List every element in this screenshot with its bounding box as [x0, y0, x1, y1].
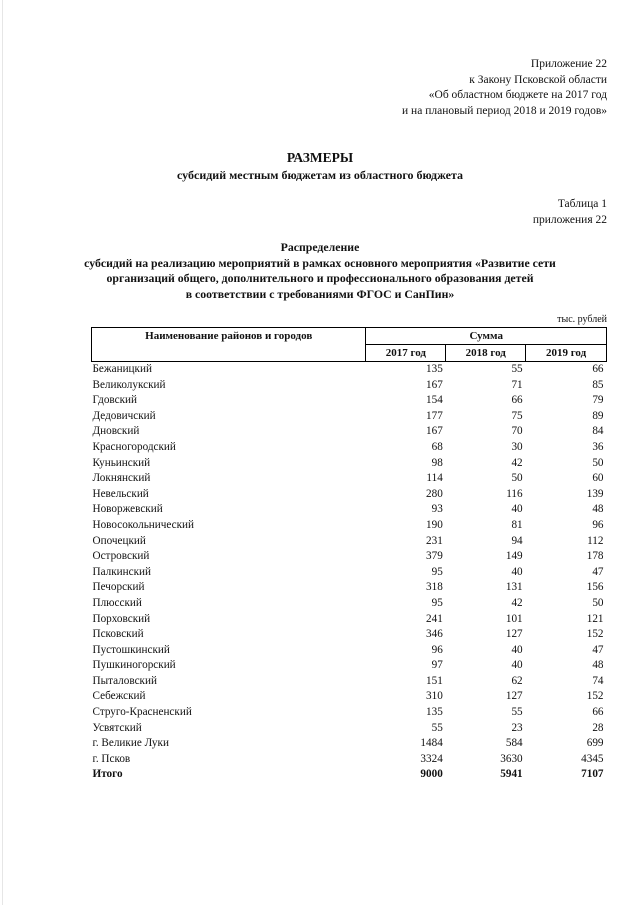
cell-name: Плюсский [92, 596, 142, 609]
cell-2019: 47 [592, 643, 604, 656]
cell-2017: 379 [426, 550, 443, 563]
table-appendix: приложения 22 [532, 213, 607, 226]
table-row [92, 378, 607, 394]
table-row [92, 487, 607, 503]
table-row [92, 736, 607, 752]
distribution-line: организаций общего, дополнительного и профессионального образования детей [106, 271, 534, 285]
distribution-line: в соответствии с требованиями ФГОС и СанПин» [185, 286, 455, 301]
subsidies-table [91, 327, 607, 783]
page-edge [2, 0, 3, 905]
cell-2019: 139 [586, 487, 604, 500]
table-row [92, 627, 607, 643]
cell-2018: 131 [505, 581, 523, 594]
table-row [92, 518, 607, 534]
appendix-line: и на плановый период 2018 и 2019 годов» [402, 104, 607, 117]
table-row [92, 721, 607, 737]
table-row [92, 596, 607, 612]
table-row [92, 705, 607, 721]
cell-name: Дновский [92, 425, 140, 438]
appendix-line: «Об областном бюджете на 2017 год [428, 89, 607, 101]
table-total-row [92, 767, 607, 783]
cell-name: Печорский [92, 581, 145, 594]
cell-2019: 66 [592, 363, 604, 375]
table-reference [407, 197, 607, 228]
cell-name: Великолукский [92, 378, 166, 391]
cell-2019: 152 [586, 628, 604, 641]
cell-2017: 231 [426, 534, 443, 547]
cell-2018: 62 [511, 674, 523, 687]
cell-2019: 84 [592, 425, 604, 438]
column-header-2018: 2018 год [446, 345, 526, 362]
cell-2017: 280 [426, 487, 443, 500]
cell-2018: 42 [511, 596, 523, 609]
cell-name: Невельский [92, 487, 149, 500]
cell-name: Пушкиногорский [92, 659, 176, 672]
cell-2018: 23 [511, 721, 523, 734]
document-heading [0, 149, 640, 183]
total-2018: 5941 [500, 768, 523, 781]
cell-2019: 50 [592, 456, 604, 469]
total-label: Итого [92, 768, 123, 781]
cell-2019: 121 [586, 612, 604, 625]
cell-2019: 112 [587, 534, 604, 547]
cell-2017: 98 [431, 456, 443, 469]
distribution-heading [40, 240, 600, 302]
cell-name: Островский [92, 550, 150, 563]
appendix-line: Приложение 22 [530, 58, 607, 70]
cell-2019: 178 [586, 550, 604, 563]
cell-2018: 3630 [500, 752, 523, 765]
cell-2019: 28 [592, 721, 604, 734]
cell-2019: 50 [592, 596, 604, 609]
cell-2017: 93 [431, 503, 443, 516]
cell-name: Себежский [92, 690, 146, 703]
distribution-line: субсидий на реализацию мероприятий в рамках основного мероприятия «Развитие сети [84, 255, 556, 270]
column-header-name: Наименование районов и городов [92, 328, 366, 362]
table-row [92, 502, 607, 518]
cell-2019: 96 [592, 518, 604, 531]
cell-name: Новосокольнический [92, 518, 195, 531]
cell-name: Пыталовский [92, 674, 157, 687]
cell-2017: 1484 [420, 737, 443, 750]
cell-2018: 101 [505, 612, 523, 625]
cell-2017: 95 [431, 565, 443, 578]
cell-2018: 30 [511, 440, 523, 453]
cell-2018: 42 [511, 456, 523, 469]
cell-2018: 71 [511, 378, 523, 391]
cell-2019: 47 [592, 565, 604, 578]
cell-2019: 4345 [581, 752, 604, 765]
table-row [92, 658, 607, 674]
cell-2019: 85 [592, 378, 604, 391]
cell-2018: 94 [511, 534, 523, 547]
cell-2018: 149 [505, 550, 523, 563]
table-body [92, 362, 607, 784]
table-row [92, 362, 607, 378]
table-row [92, 674, 607, 690]
cell-name: Палкинский [92, 565, 152, 578]
cell-2017: 167 [426, 378, 443, 391]
cell-2017: 318 [426, 581, 443, 594]
cell-2017: 114 [426, 472, 443, 485]
column-header-2019: 2019 год [526, 345, 607, 362]
cell-2018: 55 [511, 363, 523, 375]
table-row [92, 393, 607, 409]
units-label: тыс. рублей [557, 314, 607, 325]
cell-name: Гдовский [92, 394, 138, 407]
cell-name: Бежаницкий [92, 363, 152, 375]
table-number: Таблица 1 [557, 198, 607, 210]
total-2019: 7107 [581, 768, 604, 781]
cell-2018: 81 [511, 518, 523, 531]
cell-2017: 190 [426, 518, 443, 531]
cell-2018: 40 [511, 643, 523, 656]
appendix-reference [287, 57, 607, 119]
cell-2017: 135 [426, 706, 443, 719]
cell-name: Красногородский [92, 440, 176, 453]
cell-2019: 156 [586, 581, 604, 594]
table-row [92, 471, 607, 487]
cell-2018: 127 [505, 690, 523, 703]
cell-2019: 152 [586, 690, 604, 703]
cell-2017: 167 [426, 425, 443, 438]
appendix-line: к Закону Псковской области [469, 73, 607, 86]
cell-name: г. Великие Луки [92, 737, 169, 750]
document-title: РАЗМЕРЫ [286, 150, 354, 165]
cell-name: Локнянский [92, 472, 151, 485]
cell-2019: 66 [592, 706, 604, 719]
distribution-title: Распределение [280, 240, 360, 254]
column-header-2017: 2017 год [366, 345, 446, 362]
cell-2018: 116 [506, 487, 523, 500]
table-row [92, 440, 607, 456]
cell-name: Опочецкий [92, 534, 146, 547]
cell-name: Пустошкинский [92, 643, 170, 656]
table-row [92, 643, 607, 659]
cell-2017: 55 [431, 721, 443, 734]
cell-2017: 177 [426, 409, 443, 422]
cell-name: г. Псков [92, 752, 131, 765]
cell-2019: 74 [592, 674, 604, 687]
cell-2019: 79 [592, 394, 604, 407]
table-row [92, 424, 607, 440]
column-header-sum: Сумма [366, 328, 607, 345]
cell-name: Новоржевский [92, 503, 163, 516]
cell-2018: 40 [511, 659, 523, 672]
total-2017: 9000 [420, 768, 443, 781]
cell-2019: 89 [592, 409, 604, 422]
cell-2018: 50 [511, 472, 523, 485]
cell-name: Куньинский [92, 456, 151, 469]
cell-2019: 36 [592, 440, 604, 453]
table-row [92, 565, 607, 581]
table-row [92, 612, 607, 628]
cell-2019: 699 [586, 737, 604, 750]
cell-2019: 48 [592, 659, 604, 672]
cell-2017: 97 [431, 659, 443, 672]
table-row [92, 580, 607, 596]
cell-2018: 70 [511, 425, 523, 438]
cell-2018: 66 [511, 394, 523, 407]
document-subtitle: субсидий местным бюджетам из областного бюджета [176, 168, 464, 182]
table-row [92, 549, 607, 565]
cell-2018: 75 [511, 409, 523, 422]
cell-name: Струго-Красненский [92, 706, 192, 719]
cell-name: Порховский [92, 612, 151, 625]
cell-2017: 346 [426, 628, 443, 641]
cell-2017: 3324 [420, 752, 443, 765]
table-row [92, 752, 607, 768]
cell-2017: 241 [426, 612, 443, 625]
cell-2018: 40 [511, 565, 523, 578]
table-row [92, 534, 607, 550]
cell-2017: 154 [426, 394, 443, 407]
cell-2017: 68 [431, 440, 443, 453]
cell-2019: 60 [592, 472, 604, 485]
cell-2017: 135 [426, 363, 443, 375]
cell-2018: 40 [511, 503, 523, 516]
cell-2018: 55 [511, 706, 523, 719]
cell-2017: 310 [426, 690, 443, 703]
cell-name: Дедовичский [92, 409, 156, 422]
cell-2017: 96 [431, 643, 443, 656]
cell-2018: 584 [505, 737, 523, 750]
cell-2018: 127 [505, 628, 523, 641]
cell-name: Псковский [92, 628, 144, 641]
table-row [92, 456, 607, 472]
table-row [92, 409, 607, 425]
table-row [92, 689, 607, 705]
cell-2017: 151 [426, 674, 443, 687]
cell-name: Усвятский [92, 721, 142, 734]
cell-2019: 48 [592, 503, 604, 516]
cell-2017: 95 [431, 596, 443, 609]
